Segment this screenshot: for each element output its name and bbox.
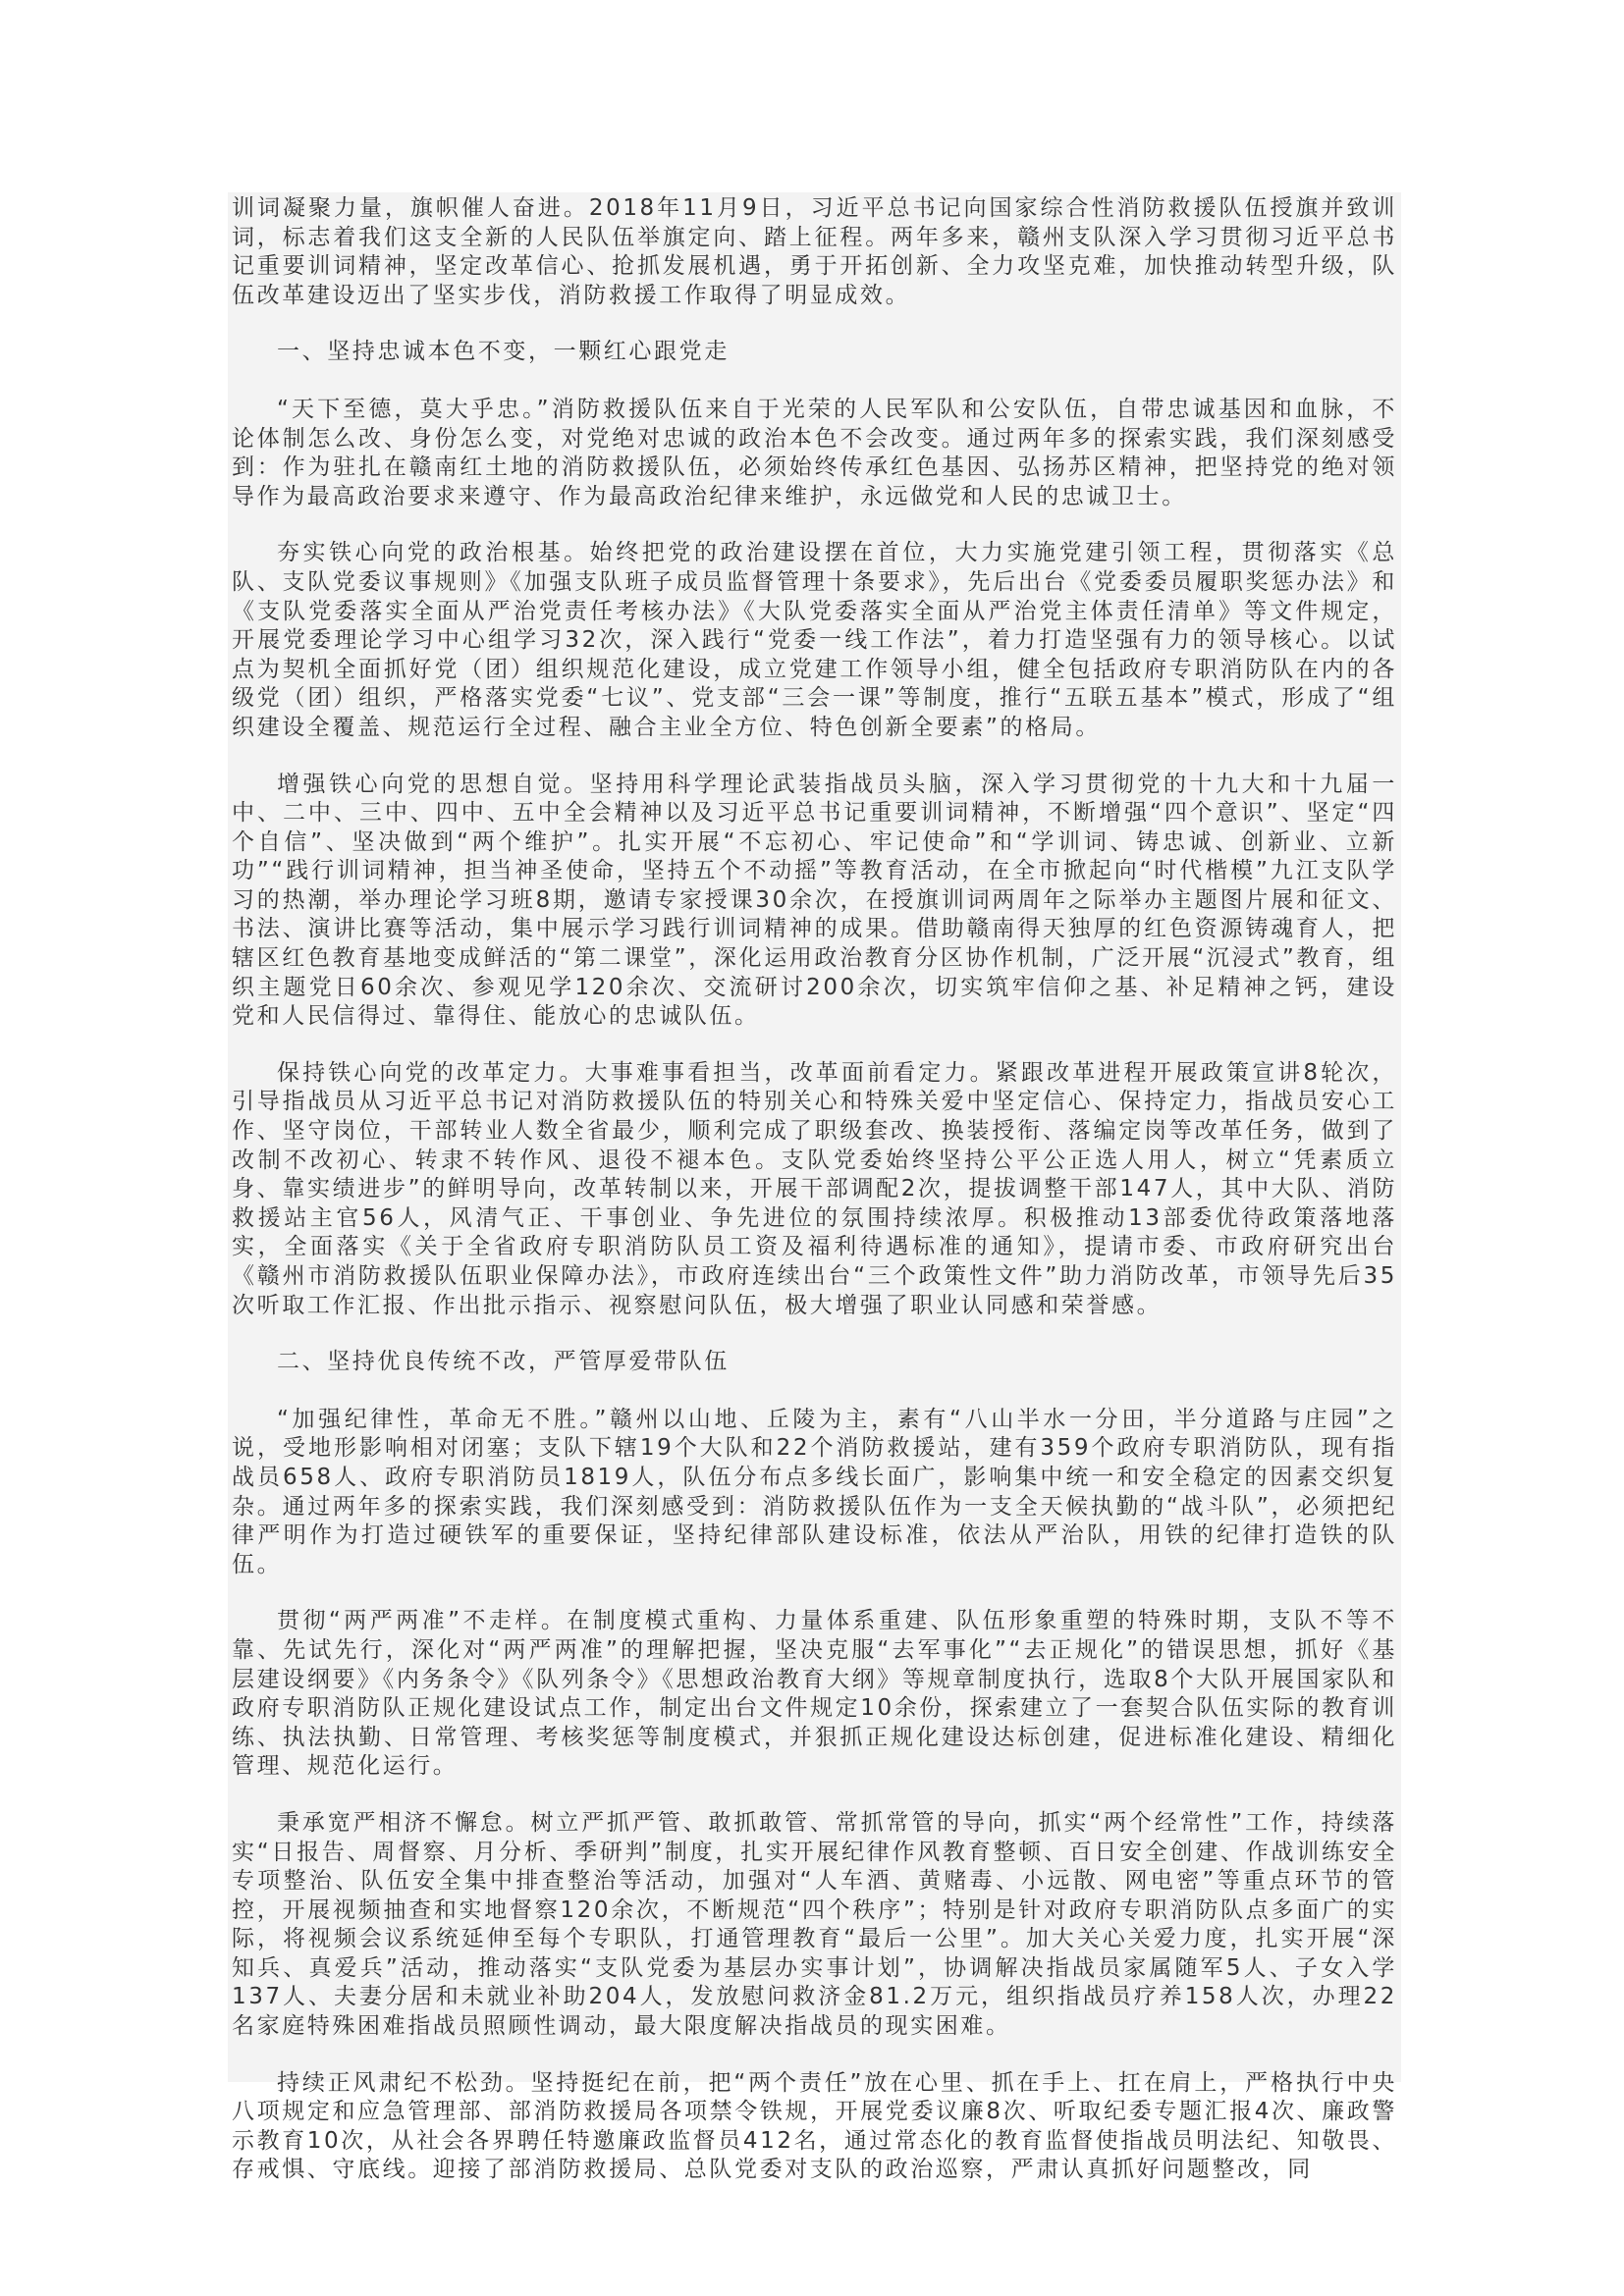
paragraph: 增强铁心向党的思想自觉。坚持用科学理论武装指战员头脑，深入学习贯彻党的十九大和十九届一中、二中、三中、四中、五中全会精神以及习近平总书记重要训词精神，不断增强“四个意识”、坚定“四个自信”、坚决做到“两个维护”。扎实开展“不忘初心、牢记使命”和“学训词、铸忠诚、创新业、立新功”“践行训词精神，担当神圣使命，坚持五个不动摇”等教育活动，在全市掀起向“时代楷模”九江支队学习的热潮，举办理论学习班8期，邀请专家授课30余次，在授旗训词两周年之际举办主题图片展和征文、书法、演讲比赛等活动，集中展示学习践行训词精神的成果。借助赣南得天独厚的红色资源铸魂育人，把辖区红色教育基地变成鲜活的“第二课堂”，深化运用政治教育分区协作机制，广泛开展“沉浸式”教育，组织主题党日60余次、参观见学120余次、交流研讨200余次，切实筑牢信仰之基、补足精神之钙，建设党和人民信得过、靠得住、能放心的忠诚队伍。: [232, 771, 1397, 1030]
section-heading-2: 二、坚持优良传统不改，严管厚爱带队伍: [277, 1349, 730, 1375]
paragraph: “天下至德，莫大乎忠。”消防救援队伍来自于光荣的人民军队和公安队伍，自带忠诚基因和血脉，不论体制怎么改、身份怎么变，对党绝对忠诚的政治本色不会改变。通过两年多的探索实践，我们深刻感受到：作为驻扎在赣南红土地的消防救援队伍，必须始终传承红色基因、弘扬苏区精神，把坚持党的绝对领导作为最高政治要求来遵守、作为最高政治纪律来维护，永远做党和人民的忠诚卫士。: [232, 396, 1397, 509]
paragraph-intro-continuation: 训词凝聚力量，旗帜催人奋进。2018年11月9日，习近平总书记向国家综合性消防救援队伍授旗并致训词，标志着我们这支全新的人民队伍举旗定向、踏上征程。两年多来，赣州支队深入学习贯彻习近平总书记重要训词精神，坚定改革信心、抢抓发展机遇，勇于开拓创新、全力攻坚克难，加快推动转型升级，队伍改革建设迈出了坚实步伐，消防救援工作取得了明显成效。: [232, 195, 1397, 308]
paragraph: 夯实铁心向党的政治根基。始终把党的政治建设摆在首位，大力实施党建引领工程，贯彻落实《总队、支队党委议事规则》《加强支队班子成员监督管理十条要求》，先后出台《党委委员履职奖惩办法》和《支队党委落实全面从严治党责任考核办法》《大队党委落实全面从严治党主体责任清单》等文件规定，开展党委理论学习中心组学习32次，深入践行“党委一线工作法”，着力打造坚强有力的领导核心。以试点为契机全面抓好党（团）组织规范化建设，成立党建工作领导小组，健全包括政府专职消防队在内的各级党（团）组织，严格落实党委“七议”、党支部“三会一课”等制度，推行“五联五基本”模式，形成了“组织建设全覆盖、规范运行全过程、融合主业全方位、特色创新全要素”的格局。: [232, 540, 1397, 740]
paragraph: “加强纪律性，革命无不胜。”赣州以山地、丘陵为主，素有“八山半水一分田，半分道路与庄园”之说，受地形影响相对闭塞；支队下辖19个大队和22个消防救援站，建有359个政府专职消防队，现有指战员658人、政府专职消防员1819人，队伍分布点多线长面广，影响集中统一和安全稳定的因素交织复杂。通过两年多的探索实践，我们深刻感受到：消防救援队伍作为一支全天候执勤的“战斗队”，必须把纪律严明作为打造过硬铁军的重要保证，坚持纪律部队建设标准，依法从严治队，用铁的纪律打造铁的队伍。: [232, 1406, 1397, 1577]
document-body: [228, 192, 1401, 2185]
paragraph: 持续正风肃纪不松劲。坚持挺纪在前，把“两个责任”放在心里、抓在手上、扛在肩上，严格执行中央八项规定和应急管理部、部消防救援局各项禁令铁规，开展党委议廉8次、听取纪委专题汇报4次、廉政警示教育10次，从社会各界聘任特邀廉政监督员412名，通过常态化的教育监督使指战员明法纪、知敬畏、存戒惧、守底线。迎接了部消防救援局、总队党委对支队的政治巡察，严肃认真抓好问题整改，同: [232, 2069, 1397, 2183]
paragraph: 贯彻“两严两准”不走样。在制度模式重构、力量体系重建、队伍形象重塑的特殊时期，支队不等不靠、先试先行，深化对“两严两准”的理解把握，坚决克服“去军事化”“去正规化”的错误思想，抓好《基层建设纲要》《内务条令》《队列条令》《思想政治教育大纲》等规章制度执行，选取8个大队开展国家队和政府专职消防队正规化建设试点工作，制定出台文件规定10余份，探索建立了一套契合队伍实际的教育训练、执法执勤、日常管理、考核奖惩等制度模式，并狠抓正规化建设达标创建，促进标准化建设、精细化管理、规范化运行。: [232, 1608, 1397, 1780]
document-text-block: [228, 192, 1401, 2183]
paragraph: 保持铁心向党的改革定力。大事难事看担当，改革面前看定力。紧跟改革进程开展政策宣讲8轮次，引导指战员从习近平总书记对消防救援队伍的特别关心和特殊关爱中坚定信心、保持定力，指战员安心工作、坚守岗位，干部转业人数全省最少，顺利完成了职级套改、换装授衔、落编定岗等改革任务，做到了改制不改初心、转隶不转作风、退役不褪本色。支队党委始终坚持公平公正选人用人，树立“凭素质立身、靠实绩进步”的鲜明导向，改革转制以来，开展干部调配2次，提拔调整干部147人，其中大队、消防救援站主官56人，风清气正、干事创业、争先进位的氛围持续浓厚。积极推动13部委优待政策落地落实，全面落实《关于全省政府专职消防队员工资及福利待遇标准的通知》，提请市委、市政府研究出台《赣州市消防救援队伍职业保障办法》，市政府连续出台“三个政策性文件”助力消防改革，市领导先后35次听取工作汇报、作出批示指示、视察慰问队伍，极大增强了职业认同感和荣誉感。: [232, 1059, 1397, 1318]
section-heading-1: 一、坚持忠诚本色不变，一颗红心跟党走: [277, 339, 730, 365]
paragraph: 秉承宽严相济不懈怠。树立严抓严管、敢抓敢管、常抓常管的导向，抓实“两个经常性”工作，持续落实“日报告、周督察、月分析、季研判”制度，扎实开展纪律作风教育整顿、百日安全创建、作战训练安全专项整治、队伍安全集中排查整治等活动，加强对“人车酒、黄赌毒、小远散、网电密”等重点环节的管控，开展视频抽查和实地督察120余次，不断规范“四个秩序”；特别是针对政府专职消防队点多面广的实际，将视频会议系统延伸至每个专职队，打通管理教育“最后一公里”。加大关心关爱力度，扎实开展“深知兵、真爱兵”活动，推动落实“支队党委为基层办实事计划”，协调解决指战员家属随军5人、子女入学137人、夫妻分居和未就业补助204人，发放慰问救济金81.2万元，组织指战员疗养158人次，办理22名家庭特殊困难指战员照顾性调动，最大限度解决指战员的现实困难。: [232, 1809, 1397, 2040]
